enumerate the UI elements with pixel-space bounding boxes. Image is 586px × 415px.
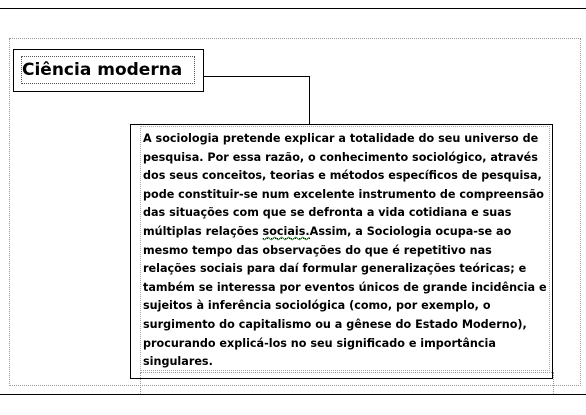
body-line: relações sociais para daí formular generalizações teóricas; e [143, 262, 527, 276]
top-divider [0, 8, 586, 9]
body-line: também se interessa por eventos únicos de grande incidência e [143, 280, 547, 294]
body-line: pesquisa. Por essa razão, o conhecimento sociológico, através [143, 150, 538, 164]
body-line: dos seus conceitos, teorias e métodos específicos de pesquisa, [143, 169, 542, 183]
body-line: surgimento do capitalismo ou a gênese do Estado Moderno), [143, 317, 527, 331]
body-line: singulares. [143, 355, 213, 369]
body-line: mesmo tempo das observações do que é repetitivo nas [143, 243, 492, 257]
body-line: sujeitos à inferência sociológica (como, por exemplo, o [143, 299, 491, 313]
body-text-segment: múltiplas relações [143, 224, 259, 238]
body-text-segment: Assim, a Sociologia ocupa-se ao [309, 224, 512, 238]
document-title[interactable]: Ciência moderna [22, 60, 183, 80]
connector-line-horizontal [204, 76, 310, 77]
body-line: A sociologia pretende explicar a totalidade do seu universo de [143, 132, 539, 145]
bottom-band [0, 395, 586, 415]
body-line: procurando explicá-los no seu significado e importância [143, 336, 496, 350]
connector-line-vertical [309, 76, 310, 125]
body-paragraph[interactable] [143, 130, 555, 372]
spellcheck-flagged-word[interactable]: sociais. [262, 224, 310, 238]
body-line: das situações com que se defronta a vida cotidiana e suas [143, 206, 512, 220]
body-line: pode constituir-se num excelente instrumento de compreensão [143, 187, 544, 201]
body-line [143, 223, 555, 242]
top-ruler [0, 0, 586, 8]
